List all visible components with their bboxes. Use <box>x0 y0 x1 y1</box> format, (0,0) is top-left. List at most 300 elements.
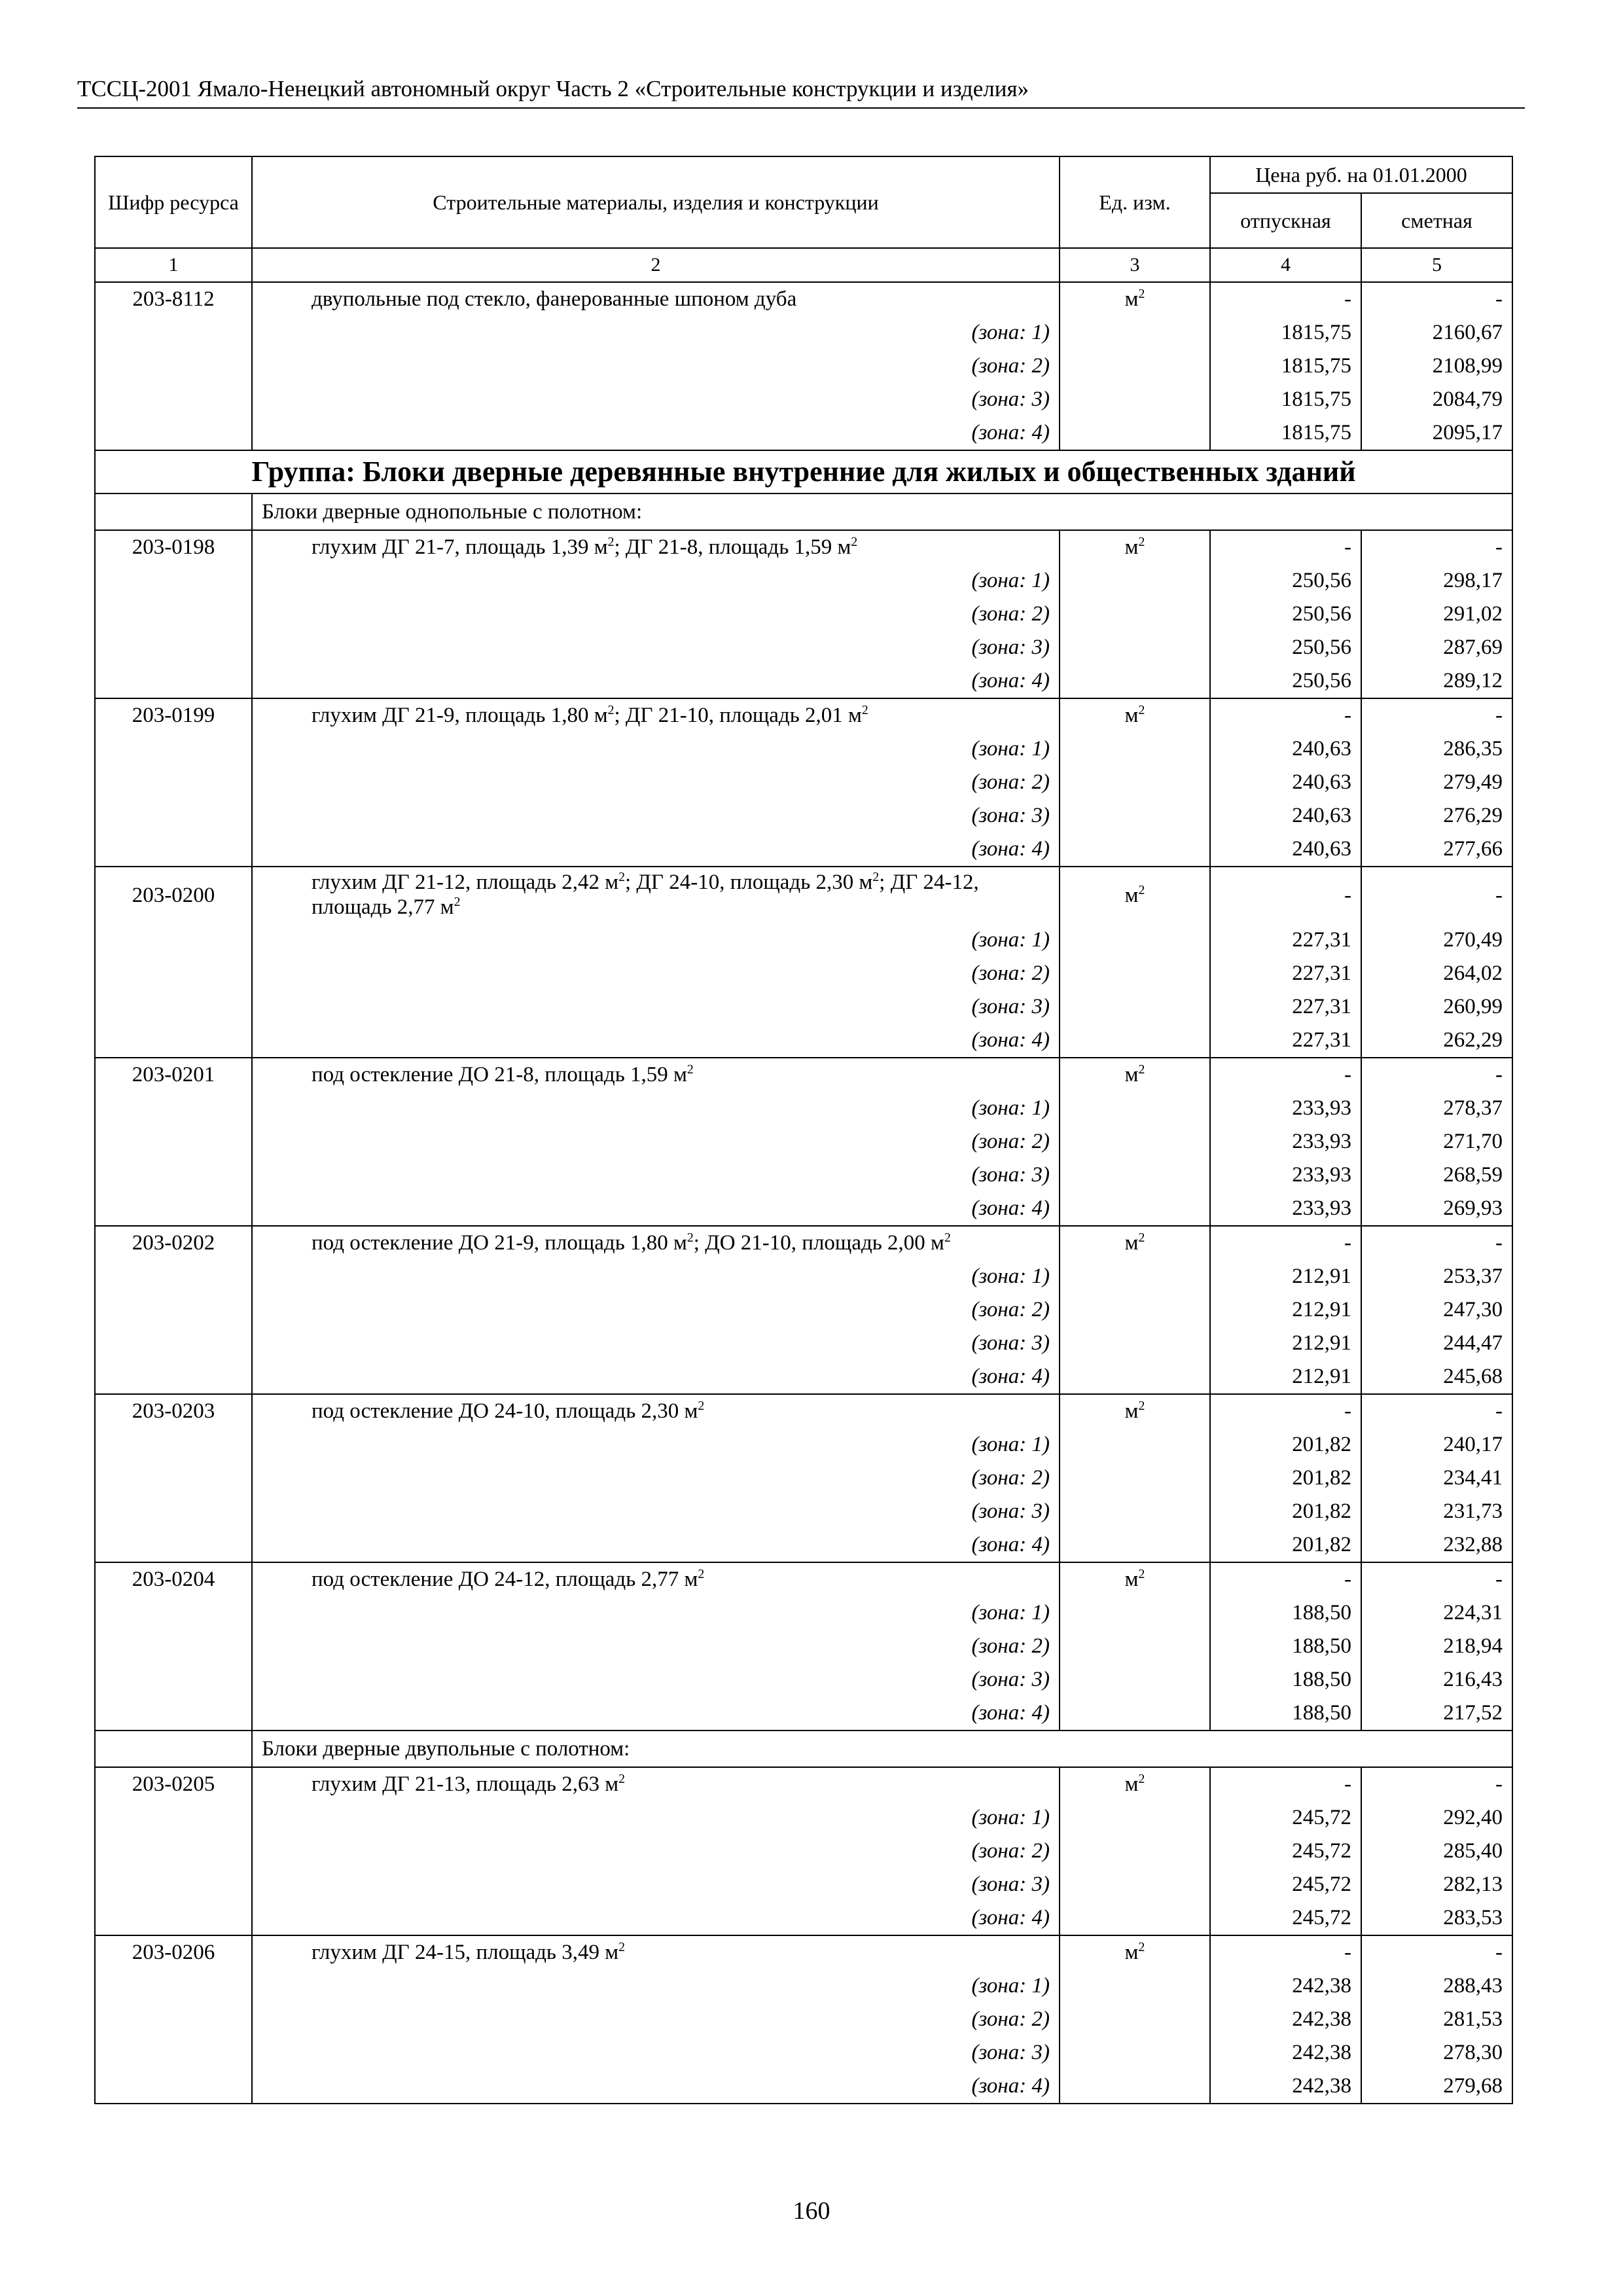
zone-row <box>95 664 1512 698</box>
estimate-price: 224,31 <box>1361 1596 1512 1630</box>
zone-label: (зона: 2) <box>252 350 1060 383</box>
unit-of-measure: $м^2$ <box>1060 1935 1210 1969</box>
zone-row <box>95 1327 1512 1360</box>
release-price: 188,50 <box>1210 1663 1361 1696</box>
zone-code-cell <box>95 1801 252 1835</box>
zone-unit-cell <box>1060 1327 1210 1360</box>
zone-label: (зона: 3) <box>252 383 1060 416</box>
zone-code-cell <box>95 1260 252 1293</box>
zone-label: (зона: 2) <box>252 957 1060 990</box>
zone-code-cell <box>95 1696 252 1731</box>
estimate-price: 278,37 <box>1361 1092 1512 1125</box>
zone-row <box>95 1868 1512 1901</box>
zone-code-cell <box>95 990 252 1024</box>
zone-code-cell <box>95 1663 252 1696</box>
zone-label: (зона: 4) <box>252 833 1060 867</box>
estimate-price-placeholder: - <box>1361 1394 1512 1428</box>
zone-unit-cell <box>1060 2070 1210 2104</box>
zone-code-cell <box>95 1630 252 1663</box>
zone-row <box>95 1901 1512 1935</box>
release-price: 240,63 <box>1210 799 1361 833</box>
zone-row <box>95 1092 1512 1125</box>
zone-unit-cell <box>1060 799 1210 833</box>
zone-unit-cell <box>1060 1528 1210 1562</box>
zone-label: (зона: 3) <box>252 990 1060 1024</box>
zone-code-cell <box>95 1428 252 1462</box>
resource-code: 203-0205 <box>95 1767 252 1801</box>
release-price-placeholder: - <box>1210 282 1361 316</box>
estimate-price: 285,40 <box>1361 1835 1512 1868</box>
release-price-placeholder: - <box>1210 1394 1361 1428</box>
zone-unit-cell <box>1060 316 1210 350</box>
zone-row <box>95 1596 1512 1630</box>
estimate-price-placeholder: - <box>1361 1935 1512 1969</box>
release-price: 1815,75 <box>1210 383 1361 416</box>
estimate-price: 298,17 <box>1361 564 1512 598</box>
item-description: глухим ДГ 21-13, площадь 2,63 $м^2$ <box>252 1767 1060 1801</box>
release-price-placeholder: - <box>1210 1226 1361 1260</box>
release-price-placeholder: - <box>1210 698 1361 732</box>
zone-code-cell <box>95 2036 252 2070</box>
item-row <box>95 1226 1512 1260</box>
zone-unit-cell <box>1060 732 1210 766</box>
release-price: 242,38 <box>1210 2036 1361 2070</box>
zone-code-cell <box>95 1360 252 1394</box>
estimate-price: 288,43 <box>1361 1969 1512 2003</box>
zone-row <box>95 316 1512 350</box>
zone-unit-cell <box>1060 1260 1210 1293</box>
release-price: 245,72 <box>1210 1868 1361 1901</box>
zone-row <box>95 1260 1512 1293</box>
release-price: 1815,75 <box>1210 350 1361 383</box>
estimate-price: 276,29 <box>1361 799 1512 833</box>
release-price: 227,31 <box>1210 957 1361 990</box>
estimate-price: 232,88 <box>1361 1528 1512 1562</box>
resource-code: 203-0206 <box>95 1935 252 1969</box>
zone-code-cell <box>95 383 252 416</box>
subsection-code-cell <box>95 1731 252 1767</box>
resource-code: 203-0202 <box>95 1226 252 1260</box>
column-number: 2 <box>252 248 1060 282</box>
resource-code: 203-0203 <box>95 1394 252 1428</box>
estimate-price: 281,53 <box>1361 2003 1512 2036</box>
zone-row <box>95 766 1512 799</box>
release-price: 212,91 <box>1210 1360 1361 1394</box>
release-price: 240,63 <box>1210 766 1361 799</box>
release-price: 233,93 <box>1210 1192 1361 1226</box>
zone-unit-cell <box>1060 1428 1210 1462</box>
zone-unit-cell <box>1060 1969 1210 2003</box>
item-description: глухим ДГ 21-7, площадь 1,39 $м^2$; ДГ 21-8, площадь 1,59 $м^2$ <box>252 530 1060 564</box>
zone-unit-cell <box>1060 1663 1210 1696</box>
zone-row <box>95 1495 1512 1528</box>
unit-of-measure: $м^2$ <box>1060 1058 1210 1092</box>
zone-unit-cell <box>1060 1868 1210 1901</box>
item-description: под остекление ДО 21-9, площадь 1,80 $м^2$; ДО 21-10, площадь 2,00 $м^2$ <box>252 1226 1060 1260</box>
release-price: 201,82 <box>1210 1528 1361 1562</box>
release-price: 1815,75 <box>1210 316 1361 350</box>
zone-unit-cell <box>1060 1901 1210 1935</box>
estimate-price: 234,41 <box>1361 1462 1512 1495</box>
running-header: ТССЦ-2001 Ямало-Ненецкий автономный округ Часть 2 «Строительные конструкции и изделия» <box>77 73 1525 109</box>
release-price: 245,72 <box>1210 1901 1361 1935</box>
column-header-unit: Ед. изм. <box>1060 156 1210 248</box>
item-row <box>95 1394 1512 1428</box>
zone-row <box>95 416 1512 450</box>
item-row <box>95 698 1512 732</box>
release-price: 245,72 <box>1210 1835 1361 1868</box>
release-price: 201,82 <box>1210 1462 1361 1495</box>
estimate-price-placeholder: - <box>1361 1562 1512 1596</box>
zone-code-cell <box>95 924 252 957</box>
item-description: глухим ДГ 21-9, площадь 1,80 $м^2$; ДГ 21-10, площадь 2,01 $м^2$ <box>252 698 1060 732</box>
item-description: двупольные под стекло, фанерованные шпоном дуба <box>252 282 1060 316</box>
zone-label: (зона: 2) <box>252 1125 1060 1158</box>
zone-code-cell <box>95 1901 252 1935</box>
column-header-price: Цена руб. на 01.01.2000 <box>1210 156 1512 193</box>
zone-row <box>95 1024 1512 1058</box>
zone-row <box>95 957 1512 990</box>
release-price: 250,56 <box>1210 598 1361 631</box>
zone-label: (зона: 4) <box>252 2070 1060 2104</box>
item-row <box>95 867 1512 924</box>
unit-of-measure: $м^2$ <box>1060 1562 1210 1596</box>
zone-label: (зона: 2) <box>252 766 1060 799</box>
item-row <box>95 1767 1512 1801</box>
estimate-price-placeholder: - <box>1361 282 1512 316</box>
zone-row <box>95 1630 1512 1663</box>
zone-row <box>95 924 1512 957</box>
zone-code-cell <box>95 799 252 833</box>
zone-code-cell <box>95 1868 252 1901</box>
estimate-price: 260,99 <box>1361 990 1512 1024</box>
resource-code: 203-0199 <box>95 698 252 732</box>
zone-code-cell <box>95 1969 252 2003</box>
estimate-price: 287,69 <box>1361 631 1512 664</box>
estimate-price: 279,49 <box>1361 766 1512 799</box>
zone-row <box>95 833 1512 867</box>
estimate-price: 262,29 <box>1361 1024 1512 1058</box>
estimate-price: 277,66 <box>1361 833 1512 867</box>
zone-code-cell <box>95 350 252 383</box>
zone-row <box>95 1835 1512 1868</box>
zone-label: (зона: 1) <box>252 732 1060 766</box>
subsection-title: Блоки дверные двупольные с полотном: <box>252 1731 1512 1767</box>
zone-label: (зона: 4) <box>252 1024 1060 1058</box>
estimate-price-placeholder: - <box>1361 530 1512 564</box>
zone-label: (зона: 3) <box>252 2036 1060 2070</box>
zone-row <box>95 1428 1512 1462</box>
zone-label: (зона: 1) <box>252 1092 1060 1125</box>
zone-row <box>95 383 1512 416</box>
release-price: 242,38 <box>1210 2003 1361 2036</box>
release-price: 240,63 <box>1210 732 1361 766</box>
zone-unit-cell <box>1060 833 1210 867</box>
zone-label: (зона: 4) <box>252 1360 1060 1394</box>
estimate-price: 247,30 <box>1361 1293 1512 1327</box>
zone-label: (зона: 1) <box>252 1428 1060 1462</box>
estimate-price: 268,59 <box>1361 1158 1512 1192</box>
estimate-price: 2084,79 <box>1361 383 1512 416</box>
release-price-placeholder: - <box>1210 1935 1361 1969</box>
zone-label: (зона: 4) <box>252 1528 1060 1562</box>
zone-code-cell <box>95 833 252 867</box>
zone-label: (зона: 4) <box>252 1696 1060 1731</box>
zone-code-cell <box>95 1293 252 1327</box>
zone-code-cell <box>95 1596 252 1630</box>
zone-label: (зона: 3) <box>252 631 1060 664</box>
zone-code-cell <box>95 1192 252 1226</box>
zone-code-cell <box>95 1158 252 1192</box>
item-description: под остекление ДО 21-8, площадь 1,59 $м^2$ <box>252 1058 1060 1092</box>
subsection-title: Блоки дверные однопольные с полотном: <box>252 493 1512 530</box>
resource-code: 203-0201 <box>95 1058 252 1092</box>
zone-unit-cell <box>1060 383 1210 416</box>
zone-unit-cell <box>1060 957 1210 990</box>
estimate-price: 244,47 <box>1361 1327 1512 1360</box>
item-row <box>95 1562 1512 1596</box>
table-body <box>95 248 1512 2104</box>
zone-label: (зона: 3) <box>252 1158 1060 1192</box>
zone-label: (зона: 1) <box>252 1801 1060 1835</box>
zone-code-cell <box>95 957 252 990</box>
column-header-estimate-price: сметная <box>1361 193 1512 248</box>
estimate-price: 292,40 <box>1361 1801 1512 1835</box>
resource-code: 203-0204 <box>95 1562 252 1596</box>
zone-row <box>95 2036 1512 2070</box>
zone-unit-cell <box>1060 664 1210 698</box>
zone-row <box>95 1360 1512 1394</box>
zone-unit-cell <box>1060 598 1210 631</box>
item-description: под остекление ДО 24-12, площадь 2,77 $м^2$ <box>252 1562 1060 1596</box>
resource-code: 203-8112 <box>95 282 252 316</box>
estimate-price: 2095,17 <box>1361 416 1512 450</box>
zone-unit-cell <box>1060 1192 1210 1226</box>
zone-unit-cell <box>1060 1158 1210 1192</box>
zone-label: (зона: 2) <box>252 1462 1060 1495</box>
estimate-price: 279,68 <box>1361 2070 1512 2104</box>
item-row <box>95 530 1512 564</box>
zone-row <box>95 1192 1512 1226</box>
zone-row <box>95 1663 1512 1696</box>
zone-unit-cell <box>1060 924 1210 957</box>
zone-unit-cell <box>1060 1462 1210 1495</box>
zone-row <box>95 1696 1512 1731</box>
zone-unit-cell <box>1060 1024 1210 1058</box>
release-price: 1815,75 <box>1210 416 1361 450</box>
zone-row <box>95 598 1512 631</box>
release-price: 212,91 <box>1210 1293 1361 1327</box>
release-price-placeholder: - <box>1210 530 1361 564</box>
zone-unit-cell <box>1060 1125 1210 1158</box>
estimate-price: 2108,99 <box>1361 350 1512 383</box>
page-number: 160 <box>793 2197 830 2225</box>
zone-unit-cell <box>1060 990 1210 1024</box>
estimate-price: 2160,67 <box>1361 316 1512 350</box>
zone-unit-cell <box>1060 2003 1210 2036</box>
column-header-name: Строительные материалы, изделия и конструкции <box>252 156 1060 248</box>
column-number: 5 <box>1361 248 1512 282</box>
estimate-price-placeholder: - <box>1361 698 1512 732</box>
zone-code-cell <box>95 766 252 799</box>
zone-label: (зона: 1) <box>252 564 1060 598</box>
zone-unit-cell <box>1060 1696 1210 1731</box>
subsection-code-cell <box>95 493 252 530</box>
subsection-row <box>95 1731 1512 1767</box>
zone-code-cell <box>95 1024 252 1058</box>
zone-unit-cell <box>1060 2036 1210 2070</box>
zone-unit-cell <box>1060 416 1210 450</box>
zone-unit-cell <box>1060 564 1210 598</box>
unit-of-measure: $м^2$ <box>1060 1226 1210 1260</box>
estimate-price: 278,30 <box>1361 2036 1512 2070</box>
zone-code-cell <box>95 1835 252 1868</box>
zone-code-cell <box>95 1327 252 1360</box>
resource-code: 203-0198 <box>95 530 252 564</box>
zone-code-cell <box>95 631 252 664</box>
estimate-price: 231,73 <box>1361 1495 1512 1528</box>
zone-code-cell <box>95 1125 252 1158</box>
release-price: 250,56 <box>1210 631 1361 664</box>
column-number: 1 <box>95 248 252 282</box>
zone-label: (зона: 1) <box>252 316 1060 350</box>
zone-row <box>95 1158 1512 1192</box>
zone-unit-cell <box>1060 1092 1210 1125</box>
release-price: 212,91 <box>1210 1260 1361 1293</box>
zone-label: (зона: 4) <box>252 664 1060 698</box>
release-price: 188,50 <box>1210 1596 1361 1630</box>
zone-label: (зона: 3) <box>252 1327 1060 1360</box>
estimate-price: 282,13 <box>1361 1868 1512 1901</box>
item-row <box>95 282 1512 316</box>
estimate-price-placeholder: - <box>1361 867 1512 924</box>
zone-row <box>95 799 1512 833</box>
release-price: 212,91 <box>1210 1327 1361 1360</box>
zone-unit-cell <box>1060 350 1210 383</box>
unit-of-measure: $м^2$ <box>1060 867 1210 924</box>
zone-label: (зона: 3) <box>252 1663 1060 1696</box>
estimate-price-placeholder: - <box>1361 1058 1512 1092</box>
zone-label: (зона: 1) <box>252 1969 1060 2003</box>
zone-row <box>95 1293 1512 1327</box>
zone-label: (зона: 3) <box>252 1495 1060 1528</box>
zone-unit-cell <box>1060 1495 1210 1528</box>
zone-label: (зона: 3) <box>252 1868 1060 1901</box>
release-price: 242,38 <box>1210 2070 1361 2104</box>
estimate-price-placeholder: - <box>1361 1226 1512 1260</box>
zone-row <box>95 564 1512 598</box>
column-number: 4 <box>1210 248 1361 282</box>
zone-label: (зона: 2) <box>252 2003 1060 2036</box>
price-table <box>94 156 1513 2104</box>
group-heading-row <box>95 450 1512 493</box>
column-header-code: Шифр ресурса <box>95 156 252 248</box>
release-price: 233,93 <box>1210 1158 1361 1192</box>
zone-row <box>95 1462 1512 1495</box>
zone-code-cell <box>95 1495 252 1528</box>
estimate-price-placeholder: - <box>1361 1767 1512 1801</box>
unit-of-measure: $м^2$ <box>1060 282 1210 316</box>
estimate-price: 291,02 <box>1361 598 1512 631</box>
estimate-price: 240,17 <box>1361 1428 1512 1462</box>
zone-label: (зона: 2) <box>252 1293 1060 1327</box>
column-number-row <box>95 248 1512 282</box>
zone-label: (зона: 2) <box>252 1835 1060 1868</box>
estimate-price: 286,35 <box>1361 732 1512 766</box>
release-price: 250,56 <box>1210 664 1361 698</box>
estimate-price: 253,37 <box>1361 1260 1512 1293</box>
item-description: под остекление ДО 24-10, площадь 2,30 $м^2$ <box>252 1394 1060 1428</box>
zone-row <box>95 1801 1512 1835</box>
zone-row <box>95 990 1512 1024</box>
zone-row <box>95 1969 1512 2003</box>
zone-label: (зона: 2) <box>252 598 1060 631</box>
zone-label: (зона: 3) <box>252 799 1060 833</box>
zone-row <box>95 1125 1512 1158</box>
zone-code-cell <box>95 564 252 598</box>
estimate-price: 270,49 <box>1361 924 1512 957</box>
zone-label: (зона: 4) <box>252 1901 1060 1935</box>
zone-label: (зона: 1) <box>252 924 1060 957</box>
zone-unit-cell <box>1060 1630 1210 1663</box>
estimate-price: 271,70 <box>1361 1125 1512 1158</box>
table-header <box>95 156 1512 248</box>
release-price: 227,31 <box>1210 1024 1361 1058</box>
zone-row <box>95 350 1512 383</box>
zone-code-cell <box>95 316 252 350</box>
zone-label: (зона: 1) <box>252 1260 1060 1293</box>
zone-label: (зона: 1) <box>252 1596 1060 1630</box>
zone-code-cell <box>95 598 252 631</box>
unit-of-measure: $м^2$ <box>1060 530 1210 564</box>
estimate-price: 269,93 <box>1361 1192 1512 1226</box>
zone-row <box>95 2003 1512 2036</box>
item-row <box>95 1058 1512 1092</box>
release-price: 227,31 <box>1210 924 1361 957</box>
column-header-release-price: отпускная <box>1210 193 1361 248</box>
zone-row <box>95 1528 1512 1562</box>
subsection-row <box>95 493 1512 530</box>
item-description: глухим ДГ 24-15, площадь 3,49 $м^2$ <box>252 1935 1060 1969</box>
zone-unit-cell <box>1060 1360 1210 1394</box>
release-price: 245,72 <box>1210 1801 1361 1835</box>
item-row <box>95 1935 1512 1969</box>
estimate-price: 245,68 <box>1361 1360 1512 1394</box>
unit-of-measure: $м^2$ <box>1060 1394 1210 1428</box>
unit-of-measure: $м^2$ <box>1060 698 1210 732</box>
zone-code-cell <box>95 1528 252 1562</box>
estimate-price: 289,12 <box>1361 664 1512 698</box>
release-price-placeholder: - <box>1210 1767 1361 1801</box>
item-description: глухим ДГ 21-12, площадь 2,42 $м^2$; ДГ 24-10, площадь 2,30 $м^2$; ДГ 24-12, площадь 2,77 $м^2$ <box>252 867 1060 924</box>
estimate-price: 264,02 <box>1361 957 1512 990</box>
group-heading: Группа: Блоки дверные деревянные внутренние для жилых и общественных зданий <box>95 450 1512 493</box>
release-price-placeholder: - <box>1210 867 1361 924</box>
estimate-price: 283,53 <box>1361 1901 1512 1935</box>
release-price: 240,63 <box>1210 833 1361 867</box>
zone-unit-cell <box>1060 631 1210 664</box>
column-number: 3 <box>1060 248 1210 282</box>
resource-code: 203-0200 <box>95 867 252 924</box>
release-price-placeholder: - <box>1210 1058 1361 1092</box>
release-price: 188,50 <box>1210 1630 1361 1663</box>
estimate-price: 218,94 <box>1361 1630 1512 1663</box>
zone-code-cell <box>95 2003 252 2036</box>
release-price: 250,56 <box>1210 564 1361 598</box>
zone-unit-cell <box>1060 1801 1210 1835</box>
unit-of-measure: $м^2$ <box>1060 1767 1210 1801</box>
release-price: 233,93 <box>1210 1092 1361 1125</box>
